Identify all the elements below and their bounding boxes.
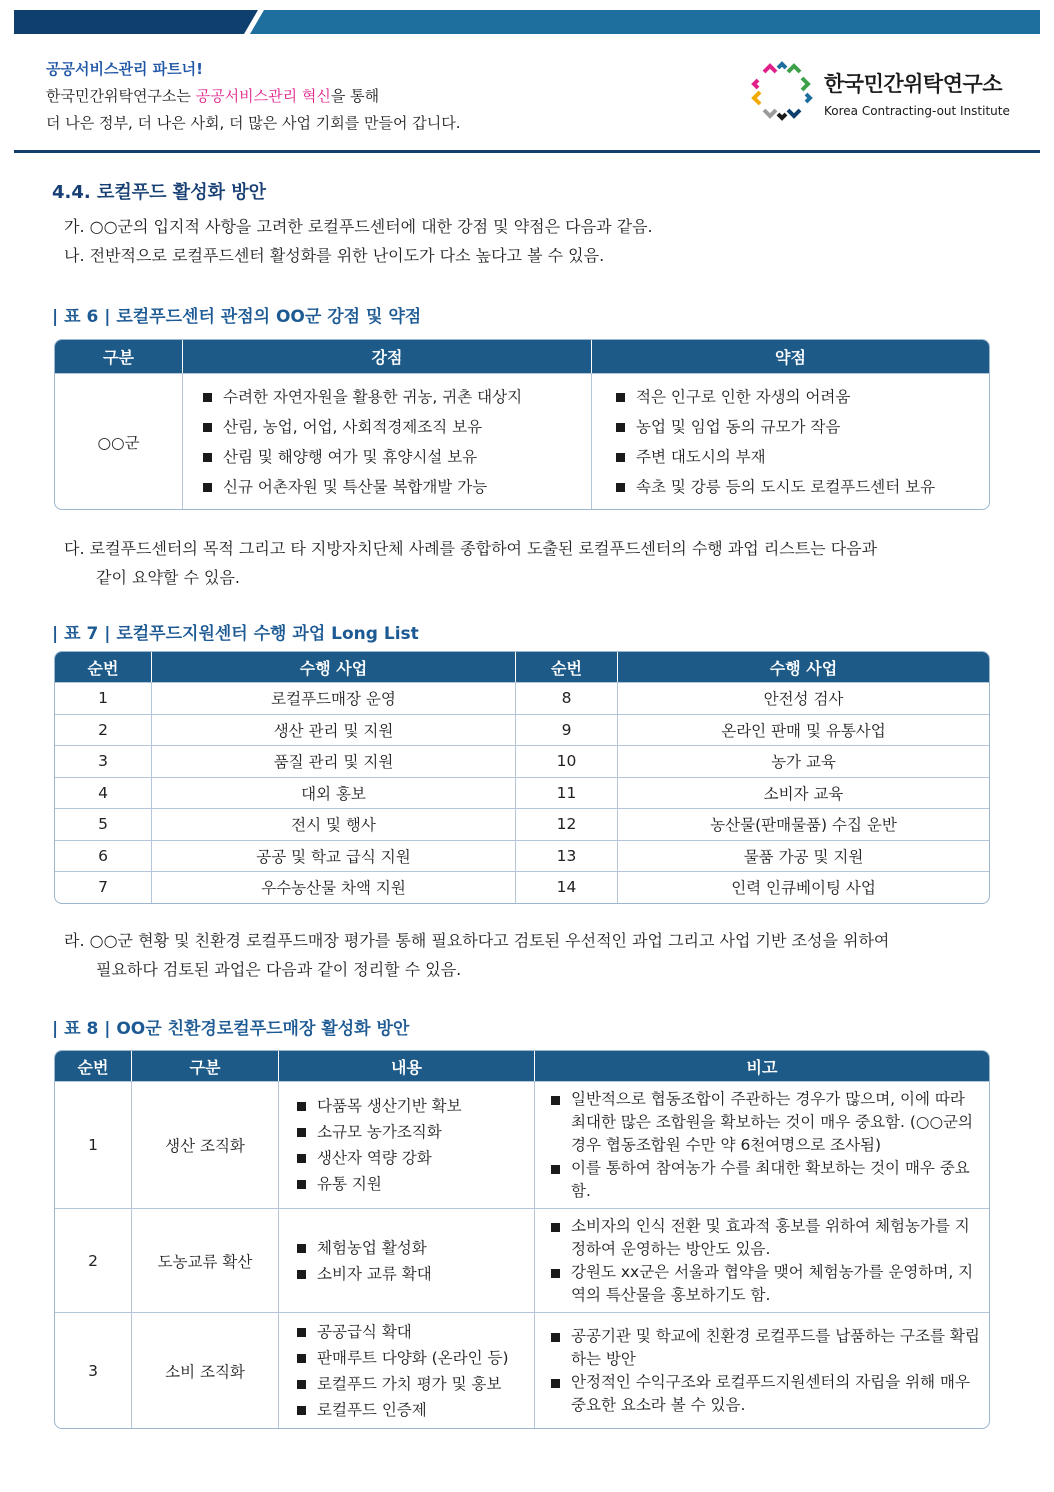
table-cell: 생산 조직화 (132, 1081, 279, 1208)
tagline (46, 56, 461, 137)
table-cell: 3 (55, 1312, 132, 1428)
list-item: 로컬푸드 가치 평가 및 홍보 (295, 1371, 534, 1397)
table8-header-no: 순번 (55, 1051, 132, 1081)
tagline-title: 공공서비스관리 파트너! (46, 60, 203, 78)
table-row (55, 745, 989, 777)
table-cell: 5 (55, 808, 152, 840)
table6-strengths-list (201, 382, 591, 502)
table-cell: 10 (516, 745, 618, 777)
table-cell: 9 (516, 714, 618, 746)
table7-header-no-2: 순번 (516, 652, 618, 682)
tagline-line-3: 더 나은 정부, 더 나은 사회, 더 많은 사업 기회를 만들어 갑니다. (46, 114, 461, 132)
table-cell: 품질 관리 및 지원 (152, 745, 516, 777)
list-item: 소규모 농가조직화 (295, 1119, 534, 1145)
paragraph-da (64, 534, 994, 592)
table-cell: 1 (55, 1081, 132, 1208)
table-cell: 8 (516, 682, 618, 714)
table-cell: 6 (55, 840, 152, 872)
list-item: 산림 및 해양행 여가 및 휴양시설 보유 (201, 442, 591, 472)
table-row (55, 840, 989, 872)
table-cell: 대외 홍보 (152, 777, 516, 809)
list-item: 주변 대도시의 부재 (614, 442, 989, 472)
table-cell: 물품 가공 및 지원 (618, 840, 989, 872)
logo-name-en: Korea Contracting-out Institute (824, 104, 1010, 118)
table6-header-category: 구분 (55, 340, 183, 373)
table7-header-task-2: 수행 사업 (618, 652, 989, 682)
table-row (55, 871, 989, 903)
table8 (54, 1050, 990, 1429)
table-cell (535, 1208, 989, 1312)
table-cell: 생산 관리 및 지원 (152, 714, 516, 746)
table-cell: 3 (55, 745, 152, 777)
list-item: 일반적으로 협동조합이 주관하는 경우가 많으며, 이에 따라 최대한 많은 조합원을 확보하는 것이 매우 중요함. (○○군의 경우 협동조합원 수만 약 6천여명으로 조사됨) (549, 1088, 981, 1157)
list-item: 강원도 xx군은 서울과 협약을 맺어 체험농가를 운영하며, 지역의 특산물을 홍보하기도 함. (549, 1261, 981, 1307)
list-item: 산림, 농업, 어업, 사회적경제조직 보유 (201, 412, 591, 442)
table7-caption: | 표 7 | 로컬푸드지원센터 수행 과업 Long List (52, 624, 419, 644)
list-item: 다품목 생산기반 확보 (295, 1093, 534, 1119)
table-cell: 인력 인큐베이팅 사업 (618, 871, 989, 903)
paragraph-da-line-2: 같이 요약할 수 있음. (96, 568, 240, 587)
content-list (295, 1093, 534, 1197)
table-cell: 4 (55, 777, 152, 809)
table-row (55, 714, 989, 746)
table7-header-no-1: 순번 (55, 652, 152, 682)
table-cell: 전시 및 행사 (152, 808, 516, 840)
table-cell: 안전성 검사 (618, 682, 989, 714)
list-item: 판매루트 다양화 (온라인 등) (295, 1345, 534, 1371)
table-cell (279, 1081, 535, 1208)
list-item: 체험농업 활성화 (295, 1235, 534, 1261)
table-cell (535, 1312, 989, 1428)
table-cell: 1 (55, 682, 152, 714)
list-item: 생산자 역량 강화 (295, 1145, 534, 1171)
table6-header-strength: 강점 (183, 340, 592, 373)
table-cell: 13 (516, 840, 618, 872)
table-cell (279, 1312, 535, 1428)
paragraph-ra-line-1: 라. ○○군 현황 및 친환경 로컬푸드매장 평가를 통해 필요하다고 검토된 우선적인 과업 그리고 사업 기반 조성을 위하여 (64, 931, 890, 950)
table8-header-notes: 비고 (535, 1051, 989, 1081)
tagline-highlight: 공공서비스관리 혁신 (195, 87, 331, 105)
table8-header-category: 구분 (132, 1051, 279, 1081)
list-item: 농업 및 임업 동의 규모가 작음 (614, 412, 989, 442)
header-divider (14, 150, 1040, 153)
table-cell: 소비 조직화 (132, 1312, 279, 1428)
table-cell (535, 1081, 989, 1208)
tagline-text: 한국민간위탁연구소는 (46, 87, 196, 105)
table-cell: 12 (516, 808, 618, 840)
list-item: 공공기관 및 학교에 친환경 로컬푸드를 납품하는 구조를 확립하는 방안 (549, 1325, 981, 1371)
table7-header-task-1: 수행 사업 (152, 652, 516, 682)
section-title: 4.4. 로컬푸드 활성화 방안 (52, 182, 267, 203)
table-row (55, 1312, 989, 1428)
list-item: 적은 인구로 인한 자생의 어려움 (614, 382, 989, 412)
list-item: 수려한 자연자원을 활용한 귀농, 귀촌 대상지 (201, 382, 591, 412)
paragraph-ga-text: 가. ○○군의 입지적 사항을 고려한 로컬푸드센터에 대한 강점 및 약점은 다음과 같음. (64, 217, 653, 236)
table-cell: 온라인 판매 및 유통사업 (618, 714, 989, 746)
table6-header-weakness: 약점 (592, 340, 989, 373)
list-item: 신규 어촌자원 및 특산물 복합개발 가능 (201, 472, 591, 502)
list-item: 공공급식 확대 (295, 1319, 534, 1345)
table-cell: 우수농산물 차액 지원 (152, 871, 516, 903)
header-bar (14, 10, 1040, 34)
table8-header-content: 내용 (279, 1051, 535, 1081)
table-cell (279, 1208, 535, 1312)
notes-list (549, 1088, 981, 1203)
table-cell: 로컬푸드매장 운영 (152, 682, 516, 714)
paragraph-ra (64, 926, 994, 984)
table-cell: 2 (55, 1208, 132, 1312)
notes-list (549, 1325, 981, 1417)
list-item: 속초 및 강릉 등의 도시도 로컬푸드센터 보유 (614, 472, 989, 502)
table-row (55, 808, 989, 840)
table6-strengths-cell (183, 373, 592, 509)
table-row (55, 1081, 989, 1208)
table-cell: 11 (516, 777, 618, 809)
institute-logo-icon (750, 60, 814, 124)
table6-row-label: ○○군 (55, 373, 183, 509)
list-item: 소비자 교류 확대 (295, 1261, 534, 1287)
list-item: 이를 통하여 참여농가 수를 최대한 확보하는 것이 매우 중요함. (549, 1157, 981, 1203)
table-cell: 7 (55, 871, 152, 903)
paragraph-da-line-1: 다. 로컬푸드센터의 목적 그리고 타 지방자치단체 사례를 종합하여 도출된 로컬푸드센터의 수행 과업 리스트는 다음과 (64, 539, 878, 558)
table7 (54, 651, 990, 904)
table8-caption: | 표 8 | OO군 친환경로컬푸드매장 활성화 방안 (52, 1019, 410, 1039)
list-item: 유통 지원 (295, 1171, 534, 1197)
table-cell: 농산물(판매물품) 수집 운반 (618, 808, 989, 840)
list-item: 소비자의 인식 전환 및 효과적 홍보를 위하여 체험농가를 지정하여 운영하는 방안도 있음. (549, 1215, 981, 1261)
content-list (295, 1235, 534, 1287)
table-cell: 2 (55, 714, 152, 746)
table6-weaknesses-list (614, 382, 989, 502)
table6 (54, 339, 990, 510)
list-item: 로컬푸드 인증제 (295, 1397, 534, 1423)
notes-list (549, 1215, 981, 1307)
table6-weaknesses-cell (592, 373, 989, 509)
list-item: 안정적인 수익구조와 로컬푸드지원센터의 자립을 위해 매우 중요한 요소라 볼 수 있음. (549, 1371, 981, 1417)
table6-caption: | 표 6 | 로컬푸드센터 관점의 OO군 강점 및 약점 (52, 307, 422, 327)
paragraph-ra-line-2: 필요하다 검토된 과업은 다음과 같이 정리할 수 있음. (96, 960, 462, 979)
table-cell: 14 (516, 871, 618, 903)
paragraph-ga (64, 212, 653, 270)
table-cell: 공공 및 학교 급식 지원 (152, 840, 516, 872)
paragraph-na-text: 나. 전반적으로 로컬푸드센터 활성화를 위한 난이도가 다소 높다고 볼 수 있음. (64, 246, 605, 265)
logo-name-ko: 한국민간위탁연구소 (824, 72, 1003, 96)
content-list (295, 1319, 534, 1423)
table-cell: 농가 교육 (618, 745, 989, 777)
tagline-text-end: 을 통해 (330, 87, 380, 105)
table-cell: 도농교류 확산 (132, 1208, 279, 1312)
institute-logo (750, 60, 1020, 130)
table-cell: 소비자 교육 (618, 777, 989, 809)
table-row (55, 777, 989, 809)
table-row (55, 682, 989, 714)
table-row (55, 1208, 989, 1312)
tagline-line-2 (46, 83, 461, 110)
